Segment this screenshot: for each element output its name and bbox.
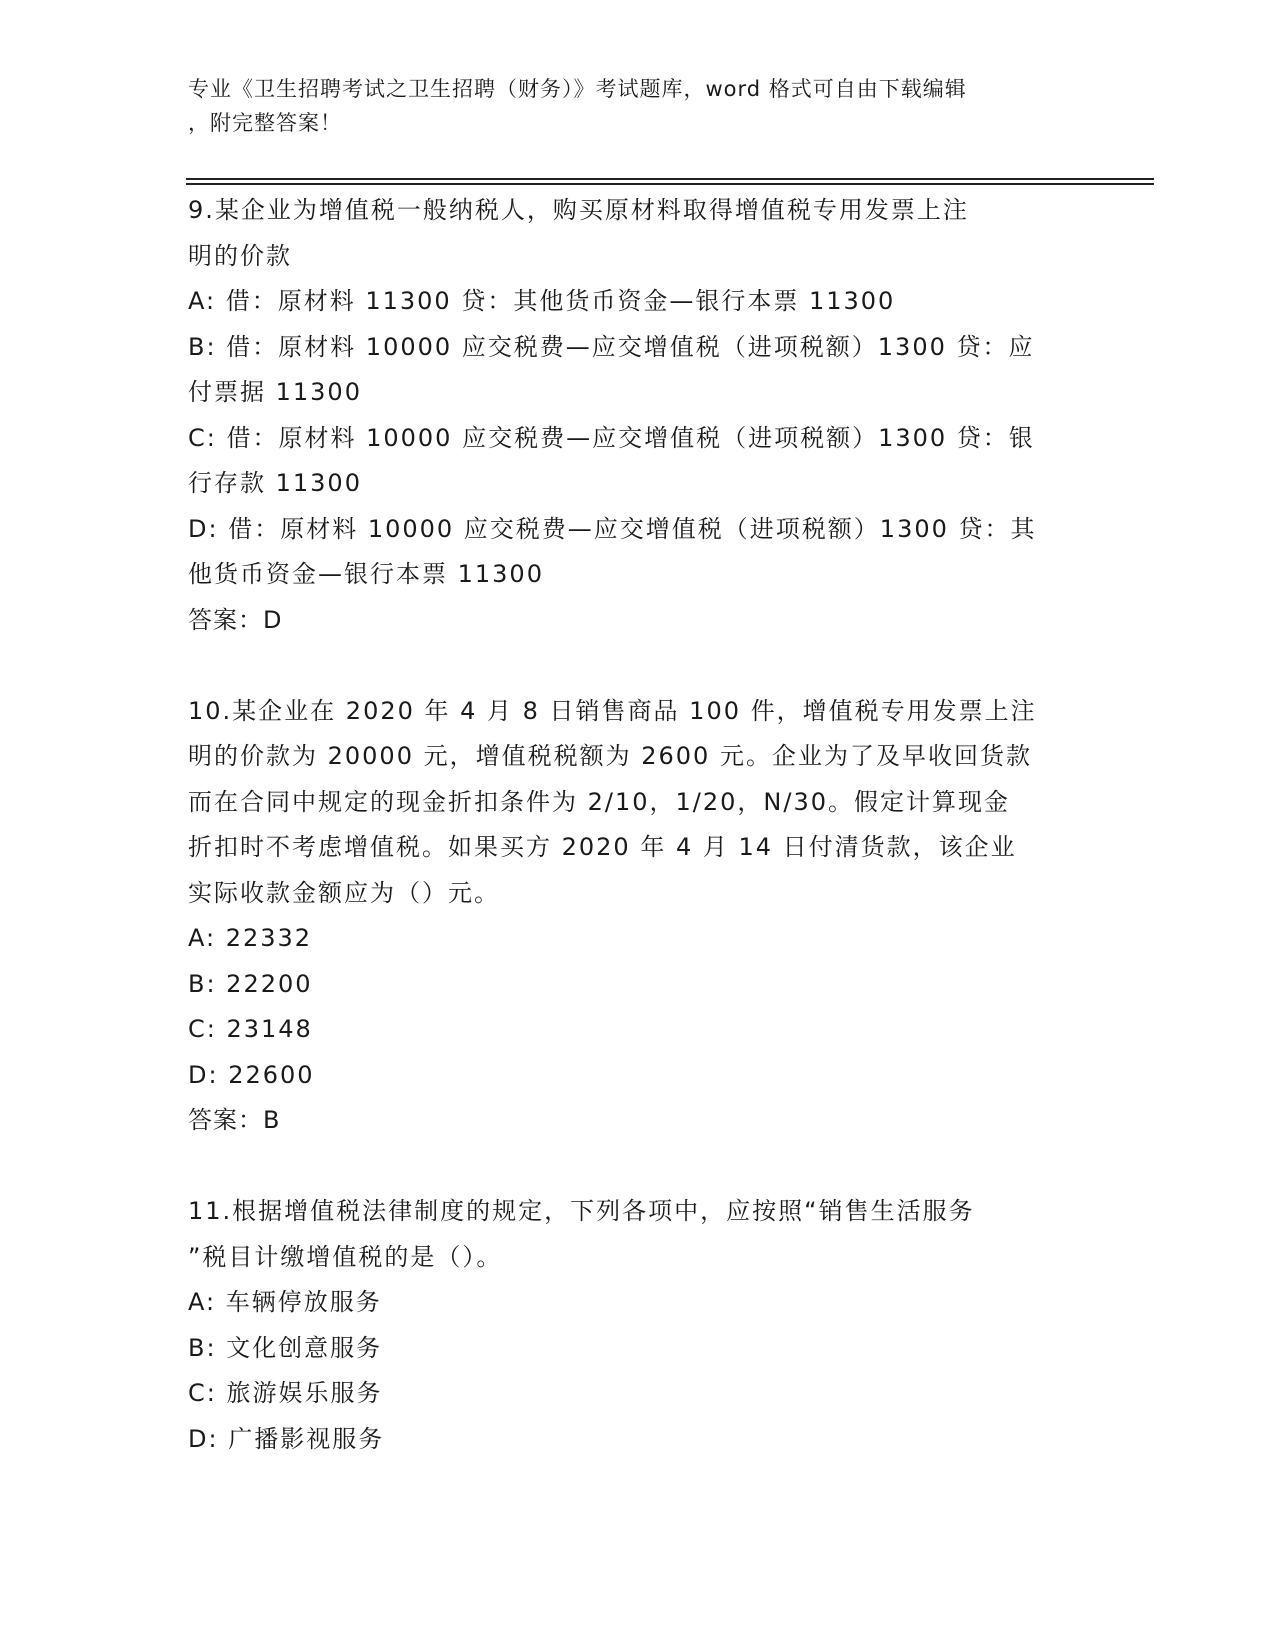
question-stem-line: 11.根据增值税法律制度的规定，下列各项中，应按照“销售生活服务 [188,1197,975,1225]
question-stem-line: 而在合同中规定的现金折扣条件为 2/10，1/20，N/30。假定计算现金 [188,787,1010,816]
question-stem-line: 实际收款金额应为（）元。 [188,878,500,907]
option-b: B: 借：原材料 10000 应交税费—应交增值税（进项税额）1300 贷：应 [188,332,1035,361]
question-9 [188,188,1088,643]
option-c: C: 23148 [188,1015,313,1043]
header-rule-top [186,178,1154,180]
option-d: D: 广播影视服务 [188,1424,385,1453]
option-a: A: 车辆停放服务 [188,1288,382,1316]
option-c: C: 旅游娱乐服务 [188,1379,383,1407]
question-stem-line: 折扣时不考虑增值税。如果买方 2020 年 4 月 14 日付清货款，该企业 [188,833,1017,861]
header-line-1: 专业《卫生招聘考试之卫生招聘（财务）》考试题库，word 格式可自由下载编辑 [188,77,967,101]
option-d: D: 22600 [188,1060,315,1089]
answer-label: 答案：B [188,1106,281,1134]
question-stem-line: 9.某企业为增值税一般纳税人，购买原材料取得增值税专用发票上注 [188,196,969,224]
question-stem-line: 明的价款为 20000 元，增值税税额为 2600 元。企业为了及早收回货款 [188,742,1032,770]
answer-label: 答案：D [188,605,283,634]
option-d: D: 借：原材料 10000 应交税费—应交增值税（进项税额）1300 贷：其 [188,514,1037,543]
question-10 [188,689,1088,1144]
question-list [188,188,1088,1462]
question-stem-line: 10.某企业在 2020 年 4 月 8 日销售商品 100 件，增值税专用发票上注 [188,696,1037,725]
question-11 [188,1189,1088,1462]
option-a: A: 借：原材料 11300 贷：其他货币资金—银行本票 11300 [188,287,896,315]
header-line-2: ，附完整答案！ [188,111,342,135]
question-stem-line: 明的价款 [188,241,292,270]
option-d-continued: 他货币资金—银行本票 11300 [188,560,544,588]
option-b: B: 22200 [188,969,313,998]
question-stem-line: ”税目计缴增值税的是（）。 [188,1242,503,1271]
header-rule-bottom [186,183,1154,185]
option-a: A: 22332 [188,924,313,952]
document-header [188,72,1068,140]
question-spacer [188,1144,1088,1190]
question-spacer [188,643,1088,689]
option-c: C: 借：原材料 10000 应交税费—应交增值税（进项税额）1300 贷：银 [188,423,1035,452]
option-b: B: 文化创意服务 [188,1333,383,1362]
option-c-continued: 行存款 11300 [188,469,362,497]
option-b-continued: 付票据 11300 [188,378,362,406]
